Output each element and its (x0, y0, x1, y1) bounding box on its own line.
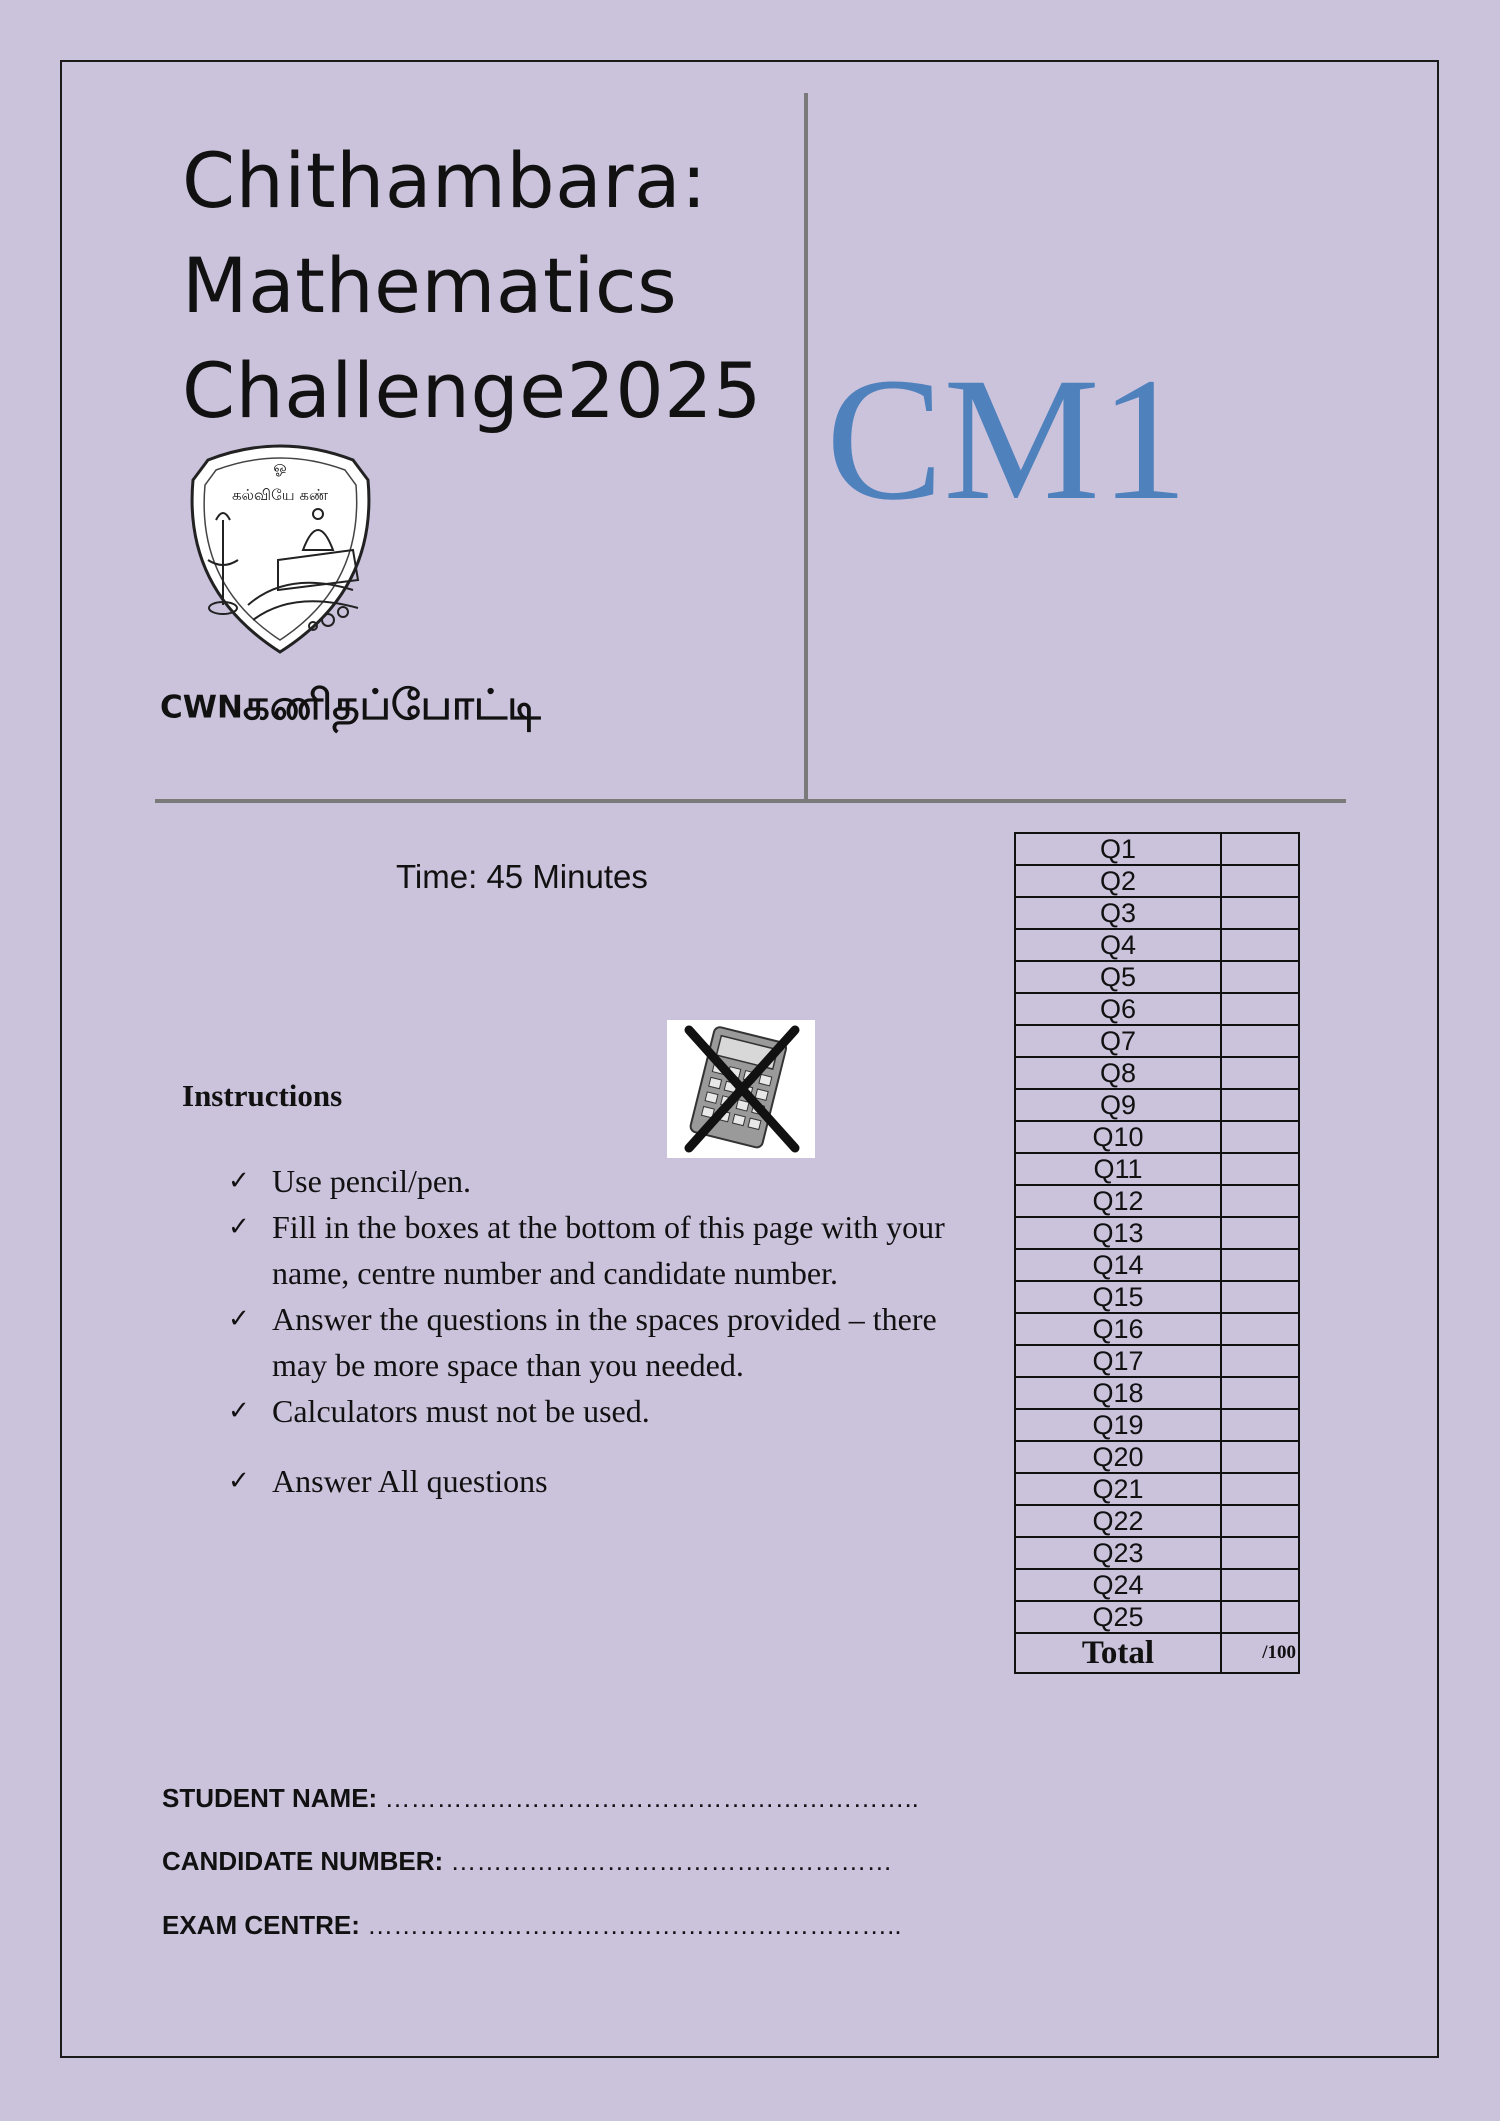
score-row (1015, 1153, 1299, 1185)
question-label: Q13 (1015, 1217, 1221, 1249)
header-horizontal-divider (155, 799, 1346, 803)
mark-cell[interactable] (1221, 833, 1299, 865)
title-line-1: Chithambara: (182, 136, 708, 225)
score-row (1015, 1025, 1299, 1057)
mark-cell[interactable] (1221, 1473, 1299, 1505)
score-row (1015, 1249, 1299, 1281)
title-line-3: Challenge2025 (182, 346, 762, 435)
question-label: Q15 (1015, 1281, 1221, 1313)
checkmark-icon: ✓ (228, 1466, 250, 1496)
mark-cell[interactable] (1221, 961, 1299, 993)
checkmark-icon: ✓ (228, 1212, 250, 1242)
question-label: Q7 (1015, 1025, 1221, 1057)
instruction-item: ✓ Fill in the boxes at the bottom of this page with your name, centre number and candidate number. (228, 1204, 968, 1296)
score-row (1015, 1377, 1299, 1409)
candidate-number-label: CANDIDATE NUMBER: (162, 1846, 444, 1876)
question-label: Q20 (1015, 1441, 1221, 1473)
total-max-cell[interactable]: /100 (1221, 1633, 1299, 1673)
question-label: Q14 (1015, 1249, 1221, 1281)
mark-cell[interactable] (1221, 1441, 1299, 1473)
mark-cell[interactable] (1221, 1057, 1299, 1089)
score-row (1015, 1537, 1299, 1569)
mark-cell[interactable] (1221, 1185, 1299, 1217)
mark-cell[interactable] (1221, 1217, 1299, 1249)
score-row (1015, 1601, 1299, 1633)
question-label: Q21 (1015, 1473, 1221, 1505)
time-allowed: Time: 45 Minutes (396, 858, 648, 895)
question-label: Q17 (1015, 1345, 1221, 1377)
score-row (1015, 1089, 1299, 1121)
score-row (1015, 1569, 1299, 1601)
score-row (1015, 1281, 1299, 1313)
score-row (1015, 1217, 1299, 1249)
score-row (1015, 993, 1299, 1025)
mark-cell[interactable] (1221, 929, 1299, 961)
student-name-label: STUDENT NAME: (162, 1783, 378, 1813)
mark-cell[interactable] (1221, 1505, 1299, 1537)
marks-table (1014, 832, 1300, 1674)
question-label: Q16 (1015, 1313, 1221, 1345)
score-row (1015, 1505, 1299, 1537)
question-label: Q1 (1015, 833, 1221, 865)
paper-code: CM1 (826, 342, 1188, 537)
score-row (1015, 961, 1299, 993)
score-row (1015, 1057, 1299, 1089)
question-label: Q22 (1015, 1505, 1221, 1537)
total-row (1015, 1633, 1299, 1673)
mark-cell[interactable] (1221, 1281, 1299, 1313)
instruction-item: ✓ Calculators must not be used. (228, 1388, 662, 1434)
exam-title (182, 128, 822, 443)
exam-centre-label: EXAM CENTRE: (162, 1910, 360, 1940)
instructions-heading: Instructions (182, 1078, 343, 1113)
school-crest-logo (178, 440, 383, 660)
question-label: Q8 (1015, 1057, 1221, 1089)
mark-cell[interactable] (1221, 1089, 1299, 1121)
total-label: Total (1015, 1633, 1221, 1673)
question-label: Q4 (1015, 929, 1221, 961)
score-row (1015, 1409, 1299, 1441)
question-label: Q25 (1015, 1601, 1221, 1633)
mark-cell[interactable] (1221, 1409, 1299, 1441)
checkmark-icon: ✓ (228, 1166, 250, 1196)
candidate-number-blank[interactable]: …………………………………………… (450, 1846, 893, 1876)
svg-text:கல்வியே கண்: கல்வியே கண் (231, 486, 329, 504)
score-row (1015, 1121, 1299, 1153)
question-label: Q3 (1015, 897, 1221, 929)
mark-cell[interactable] (1221, 1601, 1299, 1633)
mark-cell[interactable] (1221, 865, 1299, 897)
mark-cell[interactable] (1221, 1249, 1299, 1281)
question-label: Q6 (1015, 993, 1221, 1025)
student-name-field[interactable] (162, 1783, 919, 1814)
question-label: Q24 (1015, 1569, 1221, 1601)
mark-cell[interactable] (1221, 1121, 1299, 1153)
competition-name (160, 680, 541, 735)
score-row (1015, 1441, 1299, 1473)
question-label: Q11 (1015, 1153, 1221, 1185)
score-row (1015, 929, 1299, 961)
score-row (1015, 1345, 1299, 1377)
score-row (1015, 865, 1299, 897)
score-row (1015, 1185, 1299, 1217)
question-label: Q12 (1015, 1185, 1221, 1217)
question-label: Q2 (1015, 865, 1221, 897)
exam-centre-field[interactable] (162, 1910, 902, 1941)
mark-cell[interactable] (1221, 897, 1299, 929)
instructions-list (228, 1158, 968, 1504)
score-row (1015, 833, 1299, 865)
candidate-number-field[interactable] (162, 1846, 892, 1877)
mark-cell[interactable] (1221, 1345, 1299, 1377)
question-label: Q18 (1015, 1377, 1221, 1409)
question-label: Q19 (1015, 1409, 1221, 1441)
question-label: Q23 (1015, 1537, 1221, 1569)
instruction-item: ✓ Use pencil/pen. (228, 1158, 968, 1204)
score-row (1015, 1473, 1299, 1505)
competition-name-latin: CWN (160, 689, 243, 726)
question-label: Q9 (1015, 1089, 1221, 1121)
instruction-item: ✓ Answer the questions in the spaces provided – there may be more space than you needed. (228, 1296, 968, 1388)
mark-cell[interactable] (1221, 1537, 1299, 1569)
mark-cell[interactable] (1221, 1569, 1299, 1601)
score-row (1015, 897, 1299, 929)
mark-cell[interactable] (1221, 1313, 1299, 1345)
title-line-2: Mathematics (182, 241, 678, 330)
mark-cell[interactable] (1221, 1025, 1299, 1057)
checkmark-icon: ✓ (228, 1396, 250, 1426)
mark-cell[interactable] (1221, 993, 1299, 1025)
instruction-item: ✓ Answer All questions (228, 1458, 968, 1504)
exam-centre-blank[interactable]: …………………………………………………….. (367, 1910, 902, 1940)
mark-cell[interactable] (1221, 1377, 1299, 1409)
no-calculator-icon (667, 1020, 815, 1158)
question-label: Q10 (1015, 1121, 1221, 1153)
mark-cell[interactable] (1221, 1153, 1299, 1185)
checkmark-icon: ✓ (228, 1304, 250, 1334)
competition-name-tamil: கணிதப்போட்டி (242, 680, 541, 729)
question-label: Q5 (1015, 961, 1221, 993)
svg-text:ஓ: ஓ (273, 457, 287, 476)
score-row (1015, 1313, 1299, 1345)
student-name-blank[interactable]: …………………………………………………….. (384, 1783, 919, 1813)
